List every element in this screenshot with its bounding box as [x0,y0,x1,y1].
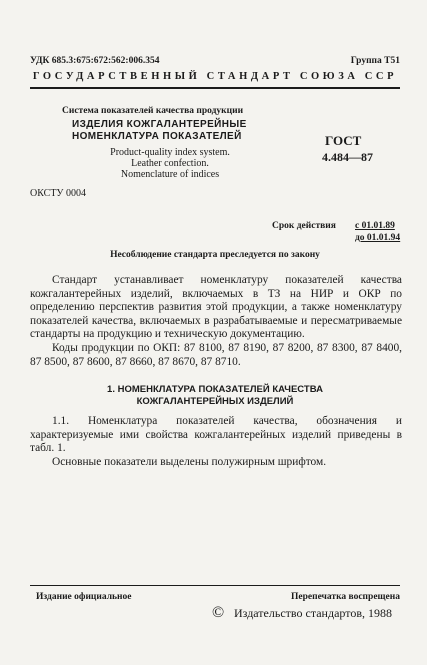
okstu-code: ОКСТУ 0004 [30,188,87,199]
header-rule [30,87,400,89]
reprint-notice: Перепечатка воспрещена [290,592,400,602]
clause-1-1: 1.1. Номенклатура показателей качества, обозначения и характеризуемые ими свойства кожгалантерейных изделий приведены в табл. 1. [30,415,402,455]
english-title-3: Nomenclature of indices [120,169,220,180]
validity-to: до 01.01.94 [355,233,401,243]
intro-paragraph-1: Стандарт устанавливает номенклатуру показателей качества кожгалантерейных изделий, включаемых в ТЗ на НИР и ОКР по определению перспектив развития этой продукции, а также номенклатуру показателей качества, включаемых в разрабатываемые и пересматриваемые стандарты на продукцию и техническую документацию. [30,274,402,341]
title-line-2: НОМЕНКЛАТУРА ПОКАЗАТЕЛЕЙ [72,131,242,142]
validity-from: с 01.01.89 [355,221,395,231]
copyright-icon: © [212,604,225,621]
official-edition: Издание официальное [36,592,132,602]
legal-notice: Несоблюдение стандарта преследуется по закону [110,250,320,260]
section-heading-line-2: КОЖГАЛАНТЕРЕЙНЫХ ИЗДЕЛИЙ [136,396,294,407]
gost-number: 4.484—87 [322,150,373,164]
udk-code: УДК 685.3:675:672:562:006.354 [30,56,160,66]
system-name: Система показателей качества продукции [62,106,244,116]
product-codes-paragraph: Коды продукции по ОКП: 87 8100, 87 8190, 87 8200, 87 8300, 87 8400, 87 8500, 87 8600, 87 8660, 87 8670, 87 8710. [30,341,402,368]
publisher: Издательство стандартов, 1988 [234,606,392,620]
english-title-2: Leather confection. [131,158,209,169]
state-standard-heading: ГОСУДАРСТВЕННЫЙ СТАНДАРТ СОЮЗА ССР [32,71,398,82]
clause-note: Основные показатели выделены полужирным шрифтом. [52,455,327,468]
english-title-1: Product-quality index system. [110,147,230,158]
title-line-1: ИЗДЕЛИЯ КОЖГАЛАНТЕРЕЙНЫЕ [72,119,247,130]
footer-rule [30,585,400,586]
validity-label: Срок действия [272,221,336,231]
group-code: Группа Т51 [350,56,400,66]
intro-text [30,274,402,369]
gost-label: ГОСТ [325,133,362,148]
section-1-text [30,415,402,469]
section-heading-line-1: 1. НОМЕНКЛАТУРА ПОКАЗАТЕЛЕЙ КАЧЕСТВА [107,384,323,395]
